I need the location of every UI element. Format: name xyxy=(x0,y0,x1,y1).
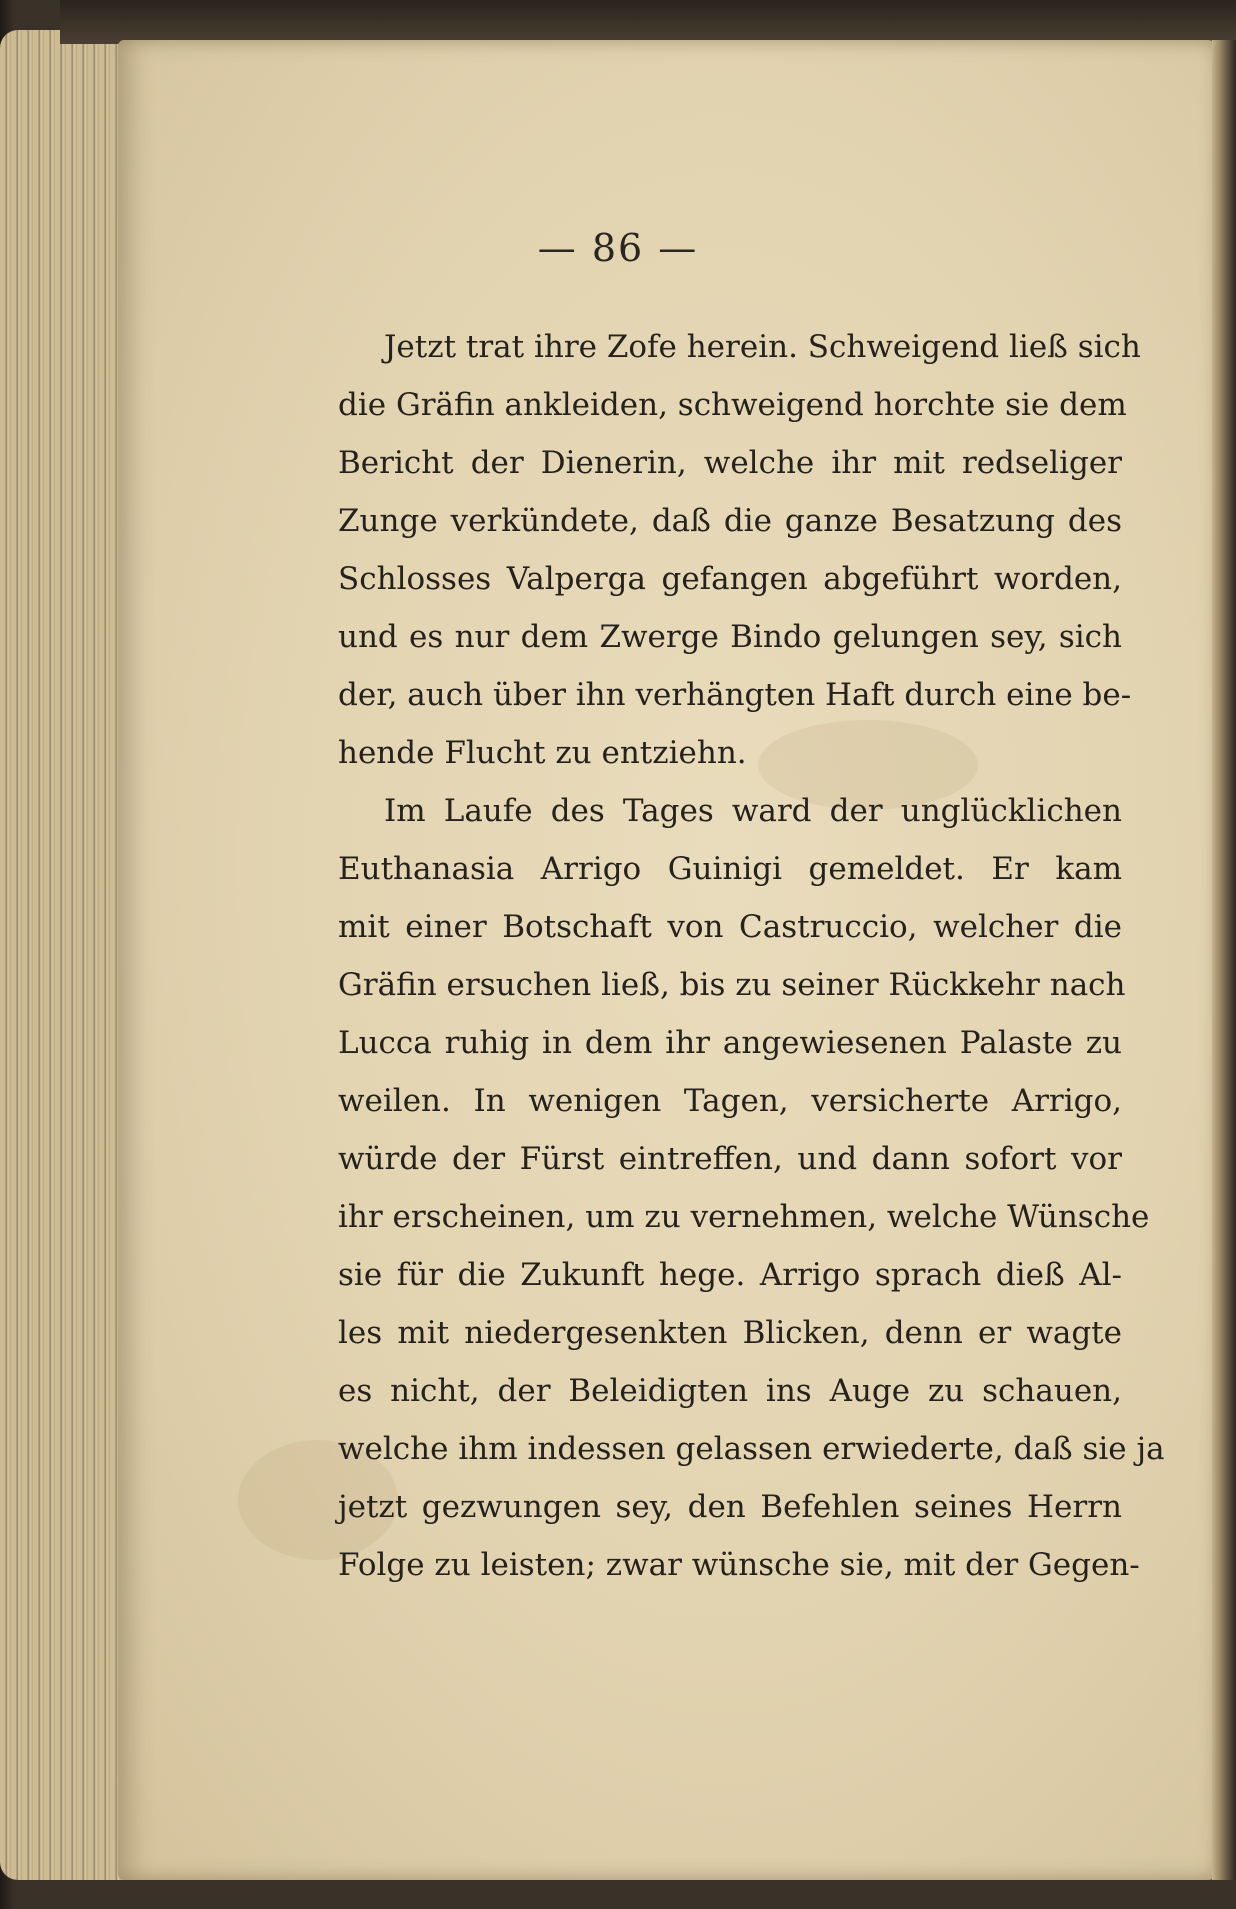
text-line: die Gräfin ankleiden, schweigend horchte sie dem xyxy=(338,387,1127,423)
text-line: Gräfin ersuchen ließ, bis zu seiner Rückkehr nach xyxy=(338,967,1126,1003)
text-line: Folge zu leisten; zwar wünsche sie, mit der Gegen- xyxy=(338,1547,1140,1583)
page-right-edge xyxy=(1212,40,1236,1880)
text-line: hende Flucht zu entziehn. xyxy=(338,735,747,771)
text-line: les mit niedergesenkten Blicken, denn er wagte xyxy=(338,1315,1122,1351)
text-line: sie für die Zukunft hege. Arrigo sprach dieß Al- xyxy=(338,1257,1122,1293)
text-line: Jetzt trat ihre Zofe herein. Schweigend ließ sich xyxy=(384,329,1141,365)
text-line: Zunge verkündete, daß die ganze Besatzung des xyxy=(338,503,1122,539)
text-line: Schlosses Valperga gefangen abgeführt worden, xyxy=(338,561,1122,597)
text-line: Lucca ruhig in dem ihr angewiesenen Palaste zu xyxy=(338,1025,1122,1061)
text-line: Bericht der Dienerin, welche ihr mit redseliger xyxy=(338,445,1122,481)
text-line: der, auch über ihn verhängten Haft durch eine be- xyxy=(338,677,1132,713)
text-line: Euthanasia Arrigo Guinigi gemeldet. Er kam xyxy=(338,851,1122,887)
text-line: Im Laufe des Tages ward der unglücklichen xyxy=(384,793,1122,829)
text-line: ihr erscheinen, um zu vernehmen, welche Wünsche xyxy=(338,1199,1150,1235)
binding-top xyxy=(60,0,1236,44)
page-number: — 86 — xyxy=(537,226,699,270)
text-line: welche ihm indessen gelassen erwiederte, daß sie ja xyxy=(338,1431,1165,1467)
text-line: würde der Fürst eintreffen, und dann sofort vor xyxy=(338,1141,1122,1177)
text-line: es nicht, der Beleidigten ins Auge zu schauen, xyxy=(338,1373,1122,1409)
text-line: mit einer Botschaft von Castruccio, welcher die xyxy=(338,909,1122,945)
text-line: weilen. In wenigen Tagen, versicherte Arrigo, xyxy=(338,1083,1122,1119)
text-line: jetzt gezwungen sey, den Befehlen seines Herrn xyxy=(338,1489,1122,1525)
text-line: und es nur dem Zwerge Bindo gelungen sey, sich xyxy=(338,619,1122,655)
page-edges xyxy=(0,30,130,1880)
body-text xyxy=(338,318,1165,1594)
